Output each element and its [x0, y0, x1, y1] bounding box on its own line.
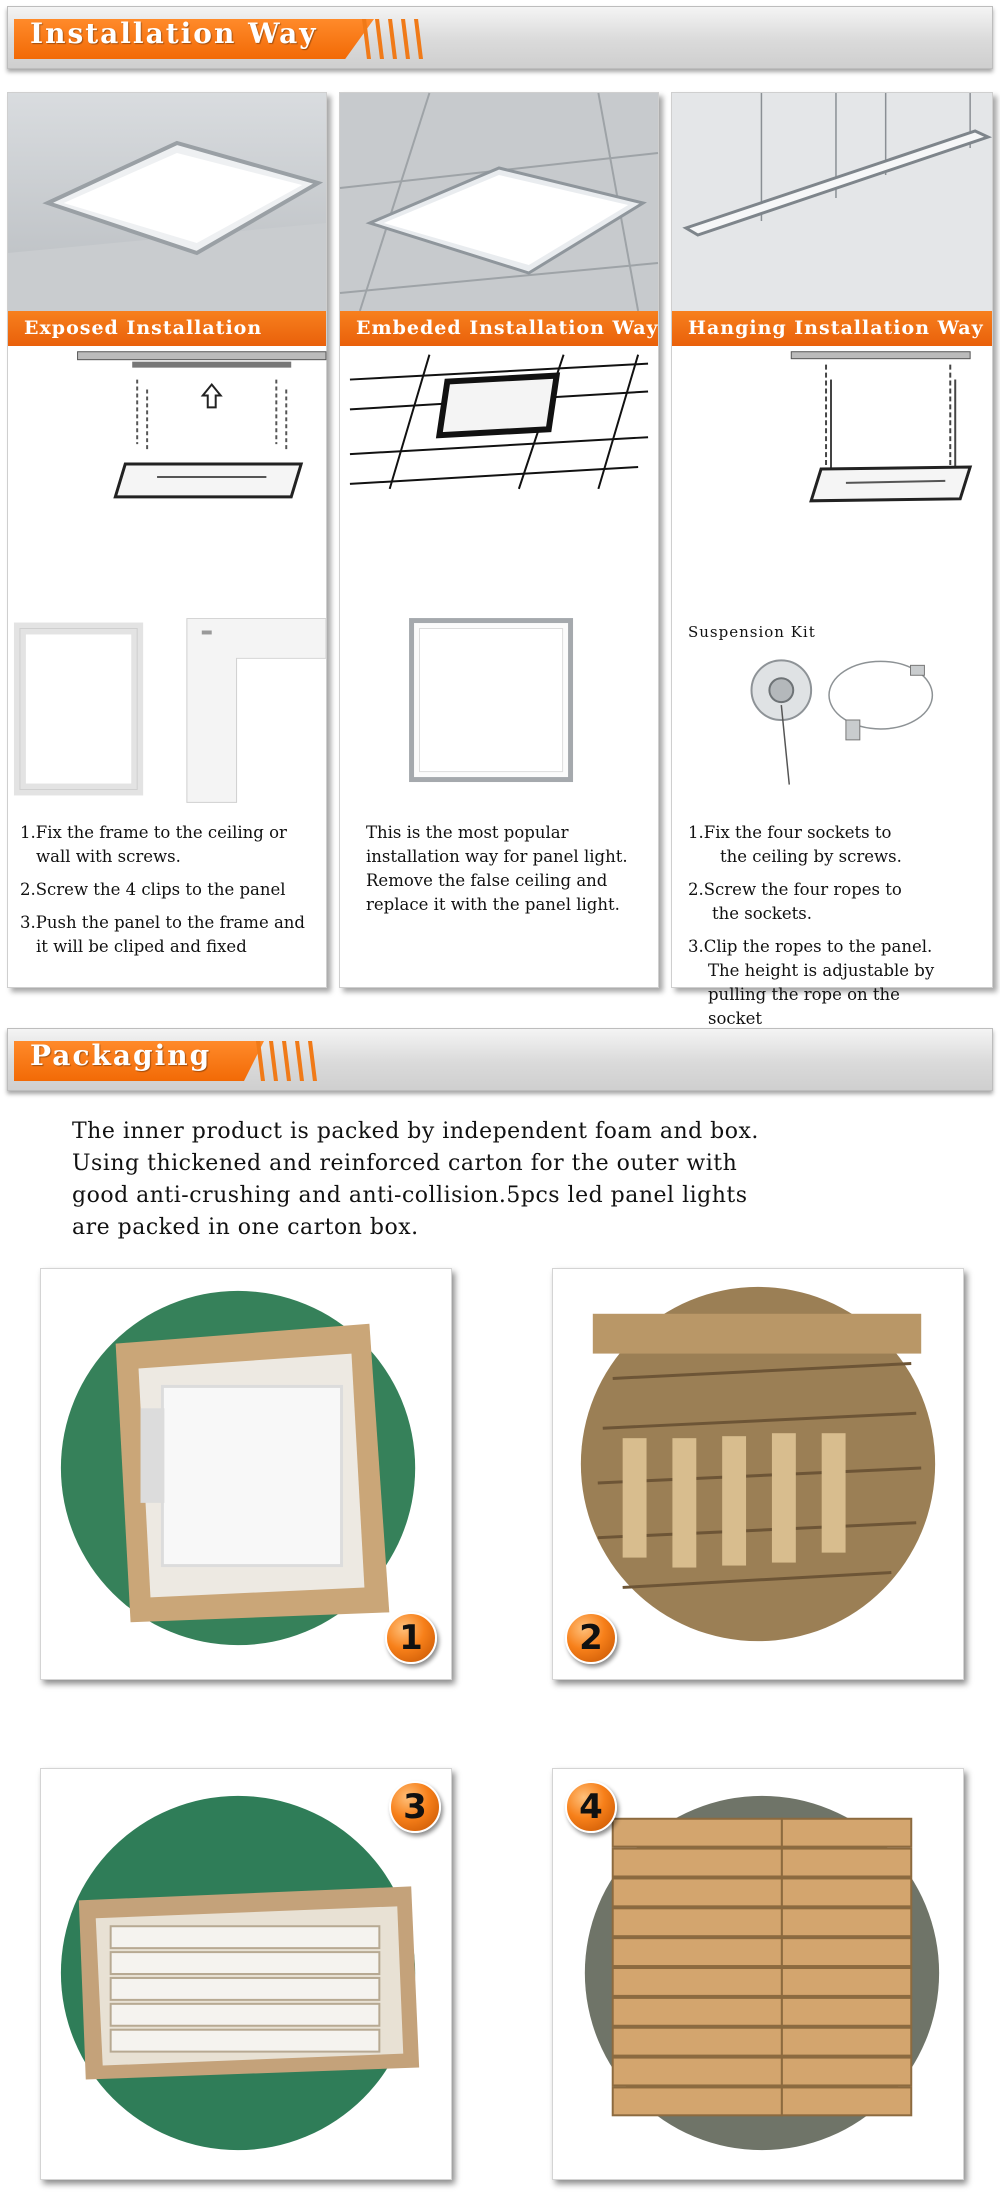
exposed-frame-image — [8, 608, 326, 808]
exposed-step-1: 1.Fix the frame to the ceiling or wall with screws. — [20, 823, 287, 866]
packaging-banner — [7, 1028, 993, 1091]
suspension-kit-image — [672, 645, 992, 795]
exposed-diagram — [8, 349, 326, 589]
exposed-step-3: 3.Push the panel to the frame and it will be cliped and fixed — [20, 913, 305, 956]
installation-section-title: Installation Way — [30, 17, 318, 50]
hanging-steps — [688, 821, 984, 1040]
exposed-installation-card — [7, 92, 327, 988]
hanging-step-2: 2.Screw the four ropes to the sockets. — [688, 880, 902, 923]
packaging-description: The inner product is packed by independent foam and box. Using thickened and reinforced carton for the outer with good anti-crushing and anti-collision.5pcs led panel lights are packed in one carton box. — [72, 1119, 759, 1240]
embedded-panel-image — [340, 608, 658, 808]
embedded-description: This is the most popular installation way for panel light. Remove the false ceiling and replace it with the panel light. — [366, 823, 628, 914]
exposed-heading: Exposed Installation — [8, 311, 326, 346]
packaging-photo-3 — [40, 1768, 452, 2180]
packaging-photo-2 — [552, 1268, 964, 1680]
hanging-diagram — [672, 349, 992, 589]
photo-number-badge-3: 3 — [389, 1781, 441, 1833]
embedded-installation-card — [339, 92, 659, 988]
installation-banner — [7, 6, 993, 69]
embedded-photo — [340, 93, 658, 311]
packaging-photo-1 — [40, 1268, 452, 1680]
hanging-step-3: 3.Clip the ropes to the panel. The height is adjustable by pulling the rope on the socket — [688, 937, 935, 1028]
exposed-step-2: 2.Screw the 4 clips to the panel — [20, 880, 286, 899]
suspension-kit-label: Suspension Kit — [688, 623, 816, 641]
hanging-photo — [672, 93, 992, 311]
hanging-step-1: 1.Fix the four sockets to the ceiling by screws. — [688, 823, 902, 866]
exposed-photo — [8, 93, 326, 311]
packaging-photo-4 — [552, 1768, 964, 2180]
photo-number-badge-2: 2 — [565, 1612, 617, 1664]
embedded-heading: Embeded Installation Way — [340, 311, 658, 346]
hanging-heading: Hanging Installation Way — [672, 311, 992, 346]
exposed-steps — [20, 821, 318, 968]
photo-number-badge-4: 4 — [565, 1781, 617, 1833]
packaging-section-title: Packaging — [30, 1039, 212, 1072]
photo-number-badge-1: 1 — [385, 1612, 437, 1664]
embedded-diagram — [340, 349, 658, 589]
hanging-installation-card — [671, 92, 993, 1028]
